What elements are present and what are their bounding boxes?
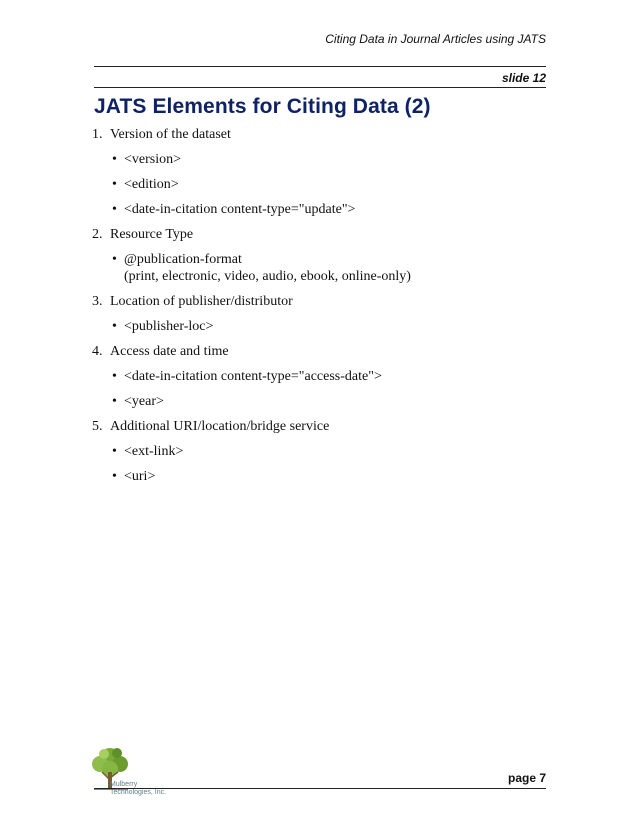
list-item xyxy=(92,126,552,144)
footer-rule xyxy=(94,788,546,789)
sub-bullet xyxy=(92,443,552,460)
slide-rule xyxy=(94,87,546,88)
logo-line: Technologies, Inc. xyxy=(110,789,167,796)
sub-text: @publication-format xyxy=(124,252,242,267)
sub-text: <date-in-citation content-type="update"> xyxy=(124,202,356,217)
sub-bullet xyxy=(92,201,552,218)
sub-text: <date-in-citation content-type="access-date"> xyxy=(124,369,382,384)
sub-text: <year> xyxy=(124,394,164,409)
slide-content xyxy=(92,126,552,493)
page-number: page 7 xyxy=(507,771,546,785)
bullet-icon: • xyxy=(112,444,117,459)
bullet-icon: • xyxy=(112,152,117,167)
bullet-icon: • xyxy=(112,469,117,484)
item-label: Additional URI/location/bridge service xyxy=(110,419,330,434)
logo-line: Mulberry xyxy=(110,781,138,788)
sub-text: <ext-link> xyxy=(124,444,184,459)
item-number: 3. xyxy=(92,294,103,309)
sub-text-continuation: (print, electronic, video, audio, ebook, online-only) xyxy=(124,269,411,284)
list-item xyxy=(92,226,552,244)
list-item xyxy=(92,343,552,361)
sub-bullet xyxy=(92,251,552,285)
header-rule xyxy=(94,66,546,67)
item-number: 2. xyxy=(92,227,103,242)
sub-bullet xyxy=(92,468,552,485)
item-label: Access date and time xyxy=(110,344,229,359)
item-label: Resource Type xyxy=(110,227,194,242)
bullet-icon: • xyxy=(112,319,117,334)
sub-bullet xyxy=(92,176,552,193)
item-label: Location of publisher/distributor xyxy=(110,294,293,309)
sub-bullet xyxy=(92,368,552,385)
item-label: Version of the dataset xyxy=(110,127,231,142)
list-item xyxy=(92,293,552,311)
running-header-title: Citing Data in Journal Articles using JATS xyxy=(325,32,546,46)
item-number: 4. xyxy=(92,344,103,359)
sub-text: <publisher-loc> xyxy=(124,319,214,334)
bullet-icon: • xyxy=(112,252,117,267)
slide-heading: JATS Elements for Citing Data (2) xyxy=(94,95,431,118)
sub-bullet xyxy=(92,393,552,410)
item-number: 1. xyxy=(92,127,103,142)
slide-number: slide 12 xyxy=(501,71,546,85)
bullet-icon: • xyxy=(112,202,117,217)
bullet-icon: • xyxy=(112,369,117,384)
sub-text: <edition> xyxy=(124,177,179,192)
list-item xyxy=(92,418,552,436)
company-logo-text xyxy=(110,781,166,797)
sub-bullet xyxy=(92,318,552,335)
bullet-icon: • xyxy=(112,394,117,409)
sub-text: <uri> xyxy=(124,469,156,484)
sub-bullet xyxy=(92,151,552,168)
bullet-icon: • xyxy=(112,177,117,192)
sub-text: <version> xyxy=(124,152,182,167)
item-number: 5. xyxy=(92,419,103,434)
